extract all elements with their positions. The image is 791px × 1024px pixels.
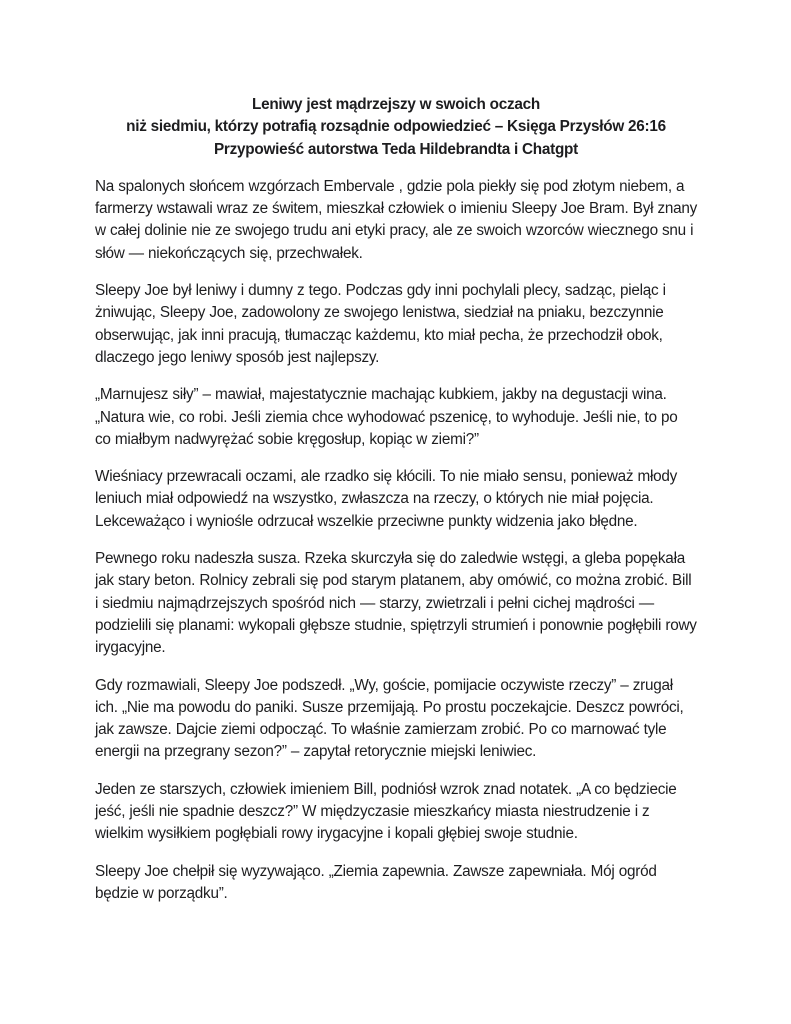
paragraph-joe-boast: Sleepy Joe chełpił się wyzywająco. „Ziemia zapewnia. Zawsze zapewniała. Mój ogród będzie w porządku”. [95, 862, 657, 902]
paragraph-quote-wasting-strength: „Marnujesz siły” – mawiał, majestatycznie machając kubkiem, jakby na degustacji wina. „Natura wie, co robi. Jeśli ziemia chce wyhodować pszenicę, to wyhoduje. Jeśli nie, to po co miałbym nadwyrężać sobie kręgosłup, kopiąc w ziemi?” [95, 386, 678, 448]
paragraph-lazy-pride: Sleepy Joe był leniwy i dumny z tego. Podczas gdy inni pochylali plecy, sadząc, pieląc i żniwując, Sleepy Joe, zadowolony ze swojego lenistwa, siedział na pniaku, bezczynnie obserwując, jak inni pracują, tłumacząc każdemu, kto miał pecha, że przechodził obok, dlaczego jego leniwy sposób jest najlepszy. [95, 282, 666, 366]
title-line-2: niż siedmiu, którzy potrafią rozsądnie odpowiedzieć – Księga Przysłów 26:16 [126, 118, 666, 136]
paragraph-drought: Pewnego roku nadeszła susza. Rzeka skurczyła się do zaledwie wstęgi, a gleba popękała jak stary beton. Rolnicy zebrali się pod starym platanem, aby omówić, co można zrobić. Bill i siedmiu najmądrzejszych spośród nich — starzy, zwietrzali i pełni cichej mądrości — podzielili się planami: wykopali głębsze studnie, spiętrzyli strumień i ponownie pogłębili rowy irygacyjne. [95, 550, 697, 657]
document-body [95, 176, 697, 905]
paragraph-bill-question: Jeden ze starszych, człowiek imieniem Bill, podniósł wzrok znad notatek. „A co będziecie jeść, jeśli nie spadnie deszcz?” W międzyczasie mieszkańcy miasta niestrudzenie i z wielkim wysiłkiem pogłębiali rowy irygacyjne i kopali głębiej swoje studnie. [95, 780, 677, 843]
title-line-1: Leniwy jest mądrzejszy w swoich oczach [251, 96, 541, 113]
paragraph-villagers-reaction: Wieśniacy przewracali oczami, ale rzadko się kłócili. To nie miało sensu, ponieważ młody leniuch miał odpowiedź na wszystko, zwłaszcza na rzeczy, o których nie miał pojęcia. Lekceważąco i wyniośle odrzucał wszelkie przeciwne punkty widzenia jako błędne. [95, 468, 678, 530]
paragraph-intro: Na spalonych słońcem wzgórzach Embervale , gdzie pola piekły się pod złotym niebem, a farmerzy wstawali wraz ze świtem, mieszkał człowiek o imieniu Sleepy Joe Bram. Był znany w całej dolinie nie ze swojego trudu ani etyki pracy, ale ze swoich wzorców wiecznego snu i słów — niekończących się, przechwałek. [95, 177, 698, 262]
title-line-3: Przypowieść autorstwa Teda Hildebrandta i Chatgpt [213, 140, 578, 158]
paragraph-joe-scolds: Gdy rozmawiali, Sleepy Joe podszedł. „Wy, goście, pomijacie oczywiste rzeczy” – zrugał ich. „Nie ma powodu do paniki. Susze przemijają. Po prostu poczekajcie. Deszcz powróci, jak zawsze. Dajcie ziemi odpocząć. To właśnie zamierzam zrobić. Po co marnować tyle energii na przegrany sezon?” – zapytał retorycznie miejski leniwiec. [95, 676, 684, 761]
document-title [95, 94, 697, 161]
